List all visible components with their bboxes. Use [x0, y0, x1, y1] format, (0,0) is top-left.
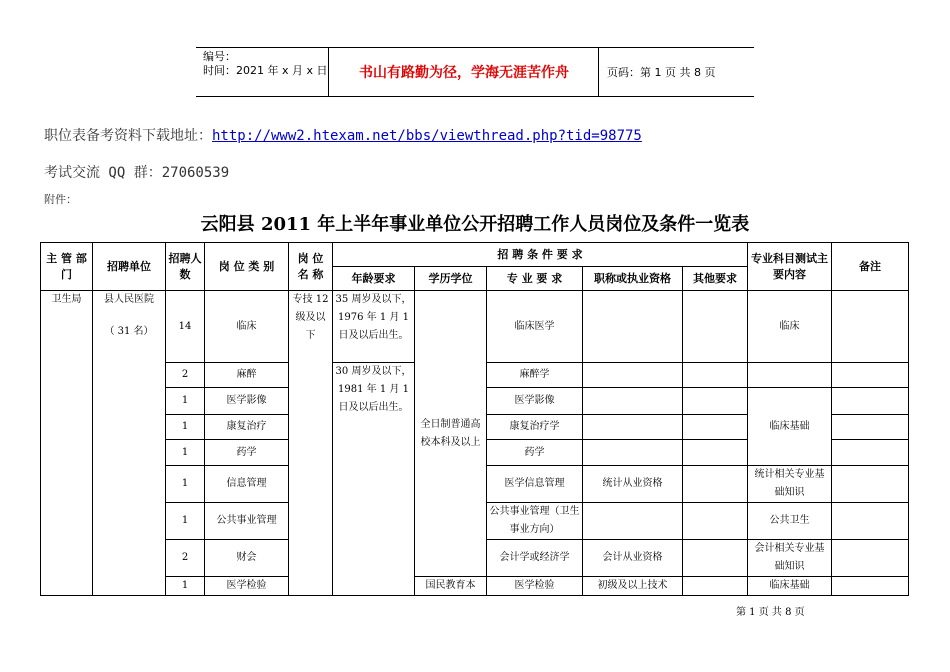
col-other: 其他要求 — [683, 267, 748, 291]
cell-cert — [583, 503, 683, 540]
cell-type: 临床 — [205, 291, 289, 363]
table-row — [41, 577, 909, 596]
cell-type: 医学检验 — [205, 577, 289, 596]
col-exam: 专业科目测试主要内容 — [748, 243, 832, 291]
cell-remark — [832, 466, 909, 503]
cell-cert: 初级及以上技术 — [583, 577, 683, 596]
col-remark: 备注 — [832, 243, 909, 291]
cell-dept: 卫生局 — [41, 291, 93, 596]
cell-exam: 临床 — [748, 291, 832, 363]
cell-other — [683, 577, 748, 596]
cell-major: 会计学或经济学 — [487, 540, 583, 577]
cell-remark — [832, 291, 909, 363]
cell-major: 医学影像 — [487, 388, 583, 415]
cell-edu: 全日制普通高校本科及以上 — [415, 291, 487, 577]
cell-cert — [583, 415, 683, 440]
cell-remark — [832, 577, 909, 596]
cell-major: 医学信息管理 — [487, 466, 583, 503]
cell-other — [683, 540, 748, 577]
cell-other — [683, 415, 748, 440]
cell-count: 2 — [166, 363, 205, 388]
col-post-name: 岗 位 名 称 — [289, 243, 333, 291]
col-count: 招聘人数 — [166, 243, 205, 291]
cell-cert — [583, 440, 683, 466]
cell-count: 1 — [166, 388, 205, 415]
cell-remark — [832, 540, 909, 577]
download-label: 职位表备考资料下载地址： — [44, 128, 212, 144]
cell-exam — [748, 363, 832, 388]
cell-remark — [832, 388, 909, 415]
unit-name: 县人民医院 — [104, 294, 154, 305]
cell-exam: 公共卫生 — [748, 503, 832, 540]
cell-count: 1 — [166, 466, 205, 503]
download-line — [44, 125, 642, 145]
cell-cert — [583, 388, 683, 415]
header-motto: 书山有路勤为径，学海无涯苦作舟 — [330, 48, 599, 96]
cell-major: 医学检验 — [487, 577, 583, 596]
cell-type: 信息管理 — [205, 466, 289, 503]
cell-age: 35 周岁及以下，1976 年 1 月 1 日及以后出生。 — [333, 291, 415, 363]
cell-count: 14 — [166, 291, 205, 363]
cell-major: 药学 — [487, 440, 583, 466]
page-title: 云阳县 2011 年上半年事业单位公开招聘工作人员岗位及条件一览表 — [200, 214, 750, 235]
cell-exam: 临床基础 — [748, 388, 832, 466]
time-label: 时间：2021 年 x 月 x 日 — [203, 64, 328, 77]
cell-count: 1 — [166, 440, 205, 466]
cell-remark — [832, 440, 909, 466]
table-header-row — [41, 243, 909, 267]
cell-other — [683, 388, 748, 415]
cell-post-name: 专技 12 级及以下 — [289, 291, 333, 596]
cell-other — [683, 440, 748, 466]
cell-major: 康复治疗学 — [487, 415, 583, 440]
col-cert: 职称或执业资格 — [583, 267, 683, 291]
col-post-type: 岗 位 类 别 — [205, 243, 289, 291]
cell-cert: 会计从业资格 — [583, 540, 683, 577]
cell-cert — [583, 291, 683, 363]
header-page-code: 页码：第 1 页 共 8 页 — [607, 66, 716, 79]
cell-type: 财会 — [205, 540, 289, 577]
cell-major: 公共事业管理（卫生事业方向） — [487, 503, 583, 540]
table-row — [41, 291, 909, 363]
cell-remark — [832, 503, 909, 540]
cell-type: 麻醉 — [205, 363, 289, 388]
cell-cert — [583, 363, 683, 388]
number-label: 编号： — [203, 50, 236, 63]
cell-remark — [832, 415, 909, 440]
col-unit: 招聘单位 — [93, 243, 166, 291]
document-header — [196, 47, 754, 97]
header-meta — [196, 48, 329, 96]
cell-major: 麻醉学 — [487, 363, 583, 388]
qq-group-line: 考试交流 QQ 群：27060539 — [44, 165, 230, 181]
cell-type: 康复治疗 — [205, 415, 289, 440]
col-age: 年龄要求 — [333, 267, 415, 291]
cell-count: 1 — [166, 415, 205, 440]
cell-other — [683, 291, 748, 363]
cell-exam: 会计相关专业基础知识 — [748, 540, 832, 577]
cell-other — [683, 466, 748, 503]
cell-count: 1 — [166, 577, 205, 596]
cell-exam: 临床基础 — [748, 577, 832, 596]
cell-exam: 统计相关专业基础知识 — [748, 466, 832, 503]
recruitment-table — [40, 242, 909, 596]
cell-type: 药学 — [205, 440, 289, 466]
cell-edu: 国民教育本 — [415, 577, 487, 596]
download-link[interactable]: http://www2.htexam.net/bbs/viewthread.php?tid=98775 — [212, 128, 642, 144]
page-footer: 第 1 页 共 8 页 — [736, 607, 805, 618]
cell-other — [683, 363, 748, 388]
cell-other — [683, 503, 748, 540]
cell-type: 医学影像 — [205, 388, 289, 415]
unit-count: （ 31 名） — [104, 326, 154, 337]
cell-unit — [93, 291, 166, 596]
cell-cert: 统计从业资格 — [583, 466, 683, 503]
cell-count: 2 — [166, 540, 205, 577]
attachment-label: 附件： — [44, 193, 77, 206]
col-dept: 主 管 部 门 — [41, 243, 93, 291]
cell-count: 1 — [166, 503, 205, 540]
col-edu: 学历学位 — [415, 267, 487, 291]
cell-age: 30 周岁及以下，1981 年 1 月 1 日及以后出生。 — [333, 363, 415, 596]
col-major: 专 业 要 求 — [487, 267, 583, 291]
col-conditions: 招 聘 条 件 要 求 — [333, 243, 748, 267]
cell-major: 临床医学 — [487, 291, 583, 363]
cell-remark — [832, 363, 909, 388]
cell-type: 公共事业管理 — [205, 503, 289, 540]
